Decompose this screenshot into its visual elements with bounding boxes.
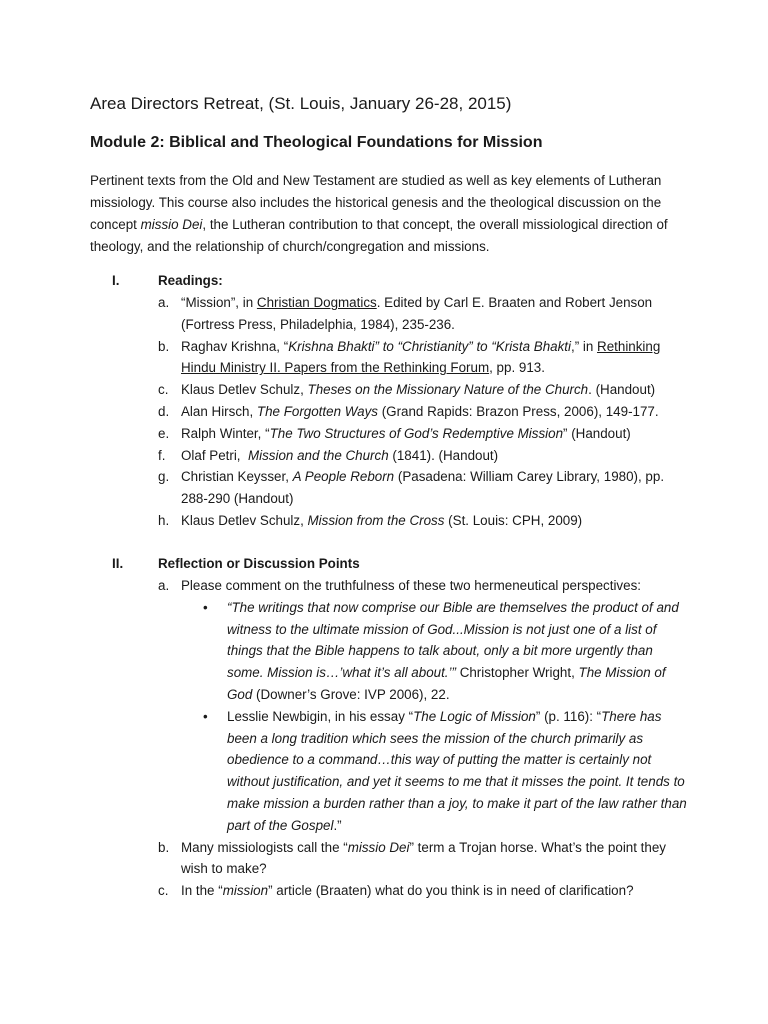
- item-letter: c.: [158, 883, 169, 899]
- work-title: Mission from the Cross: [307, 512, 445, 528]
- item-letter: a.: [158, 578, 170, 593]
- reading-item: [90, 466, 690, 510]
- item-text: In the “: [181, 883, 223, 899]
- item-letter: d.: [158, 403, 170, 419]
- item-text: ,” in: [570, 338, 598, 354]
- quote-reference: (Downer’s Grove: IVP 2006), 22.: [252, 686, 450, 702]
- item-text: . (Handout): [588, 382, 656, 398]
- item-text: Christian Keysser,: [181, 469, 293, 485]
- reading-item: [90, 401, 690, 423]
- essay-title: The Logic of Mission: [413, 708, 536, 724]
- module-heading: Module 2: Biblical and Theological Foundations for Mission: [90, 134, 543, 151]
- book-title: The Mission of God: [227, 665, 666, 702]
- item-letter: e.: [158, 425, 170, 441]
- work-title: A People Reborn: [292, 469, 395, 485]
- item-text: Raghav Krishna, “: [181, 338, 289, 354]
- reading-item: [90, 336, 690, 380]
- discussion-heading: [90, 553, 690, 575]
- discussion-item: [90, 575, 690, 597]
- article-title: Krishna Bhakti” to “Christianity” to “Krista Bhakti: [288, 338, 571, 354]
- quote-list: [90, 597, 690, 837]
- intro-paragraph: [90, 170, 690, 258]
- item-text: Klaus Detlev Schulz,: [181, 382, 308, 398]
- discussion-item: [90, 837, 690, 881]
- item-text: (Grand Rapids: Brazon Press, 2006), 149-177.: [377, 403, 659, 419]
- quote-text: There has been a long tradition which sees the mission of the church primarily as obedience to a command…this way of putting the matter is certainly not without justification, and yet it seems to me that it misses the point. It tends to make mission a burden rather than a joy, to make it part of the law rather than part of the Gospel: [227, 708, 687, 833]
- readings-heading: [90, 270, 690, 292]
- item-text: , pp. 913.: [489, 360, 545, 376]
- bullet-icon: •: [203, 708, 208, 724]
- work-title: Mission and the Church: [247, 447, 389, 463]
- work-title: The Two Structures of God’s Redemptive Mission: [269, 425, 564, 441]
- item-text: Please comment on the truthfulness of these two hermeneutical perspectives:: [181, 578, 641, 593]
- quote-close: .”: [333, 817, 342, 833]
- quote-bullet: [90, 597, 690, 706]
- item-text: Alan Hirsch,: [181, 403, 257, 419]
- item-letter: g.: [158, 469, 170, 485]
- section-title: Reflection or Discussion Points: [158, 556, 360, 571]
- reading-item: [90, 510, 690, 532]
- intro-text-2: , the Lutheran contribution to that concept, the overall missiological direction of theology, and the relationship of church/congregation and missions.: [90, 217, 668, 254]
- item-letter: h.: [158, 512, 170, 528]
- quote-page: ” (p. 116): “: [535, 708, 602, 724]
- item-letter: f.: [158, 447, 166, 463]
- section-numeral: II.: [112, 556, 124, 571]
- quote-bullet: [90, 706, 690, 837]
- quote-author: Christopher Wright,: [455, 665, 579, 681]
- item-letter: a.: [158, 295, 170, 310]
- bullet-icon: •: [203, 599, 208, 615]
- reading-item: [90, 292, 690, 336]
- item-text: . Edited by Carl E. Braaten and Robert Jenson (Fortress Press, Philadelphia, 1984), 235-236.: [181, 295, 653, 332]
- item-text: Klaus Detlev Schulz,: [181, 512, 308, 528]
- work-title: Theses on the Missionary Nature of the Church: [307, 382, 589, 398]
- item-text: Many missiologists call the “: [181, 839, 348, 855]
- intro-emphasis: missio Dei: [140, 217, 203, 232]
- quote-text: “The writings that now comprise our Bible are themselves the product of and witness to the ultimate mission of God...Mission is not just one of a list of things that the Bible happens to talk about, only a bit more urgently than some. Mission is…’what it’s all about.’”: [227, 599, 679, 681]
- item-text: (St. Louis: CPH, 2009): [444, 512, 583, 528]
- item-letter: b.: [158, 839, 170, 855]
- item-text: “Mission”, in: [181, 295, 257, 310]
- item-text: Ralph Winter, “: [181, 425, 270, 441]
- item-text: ” (Handout): [563, 425, 631, 441]
- section-title: Readings:: [158, 273, 223, 288]
- intro-text-1: Pertinent texts from the Old and New Testament are studied as well as key elements of Lutheran missiology. This course also includes the historical genesis and the theological discussion on the concept: [90, 173, 662, 232]
- reading-item: [90, 379, 690, 401]
- item-text: Olaf Petri,: [181, 447, 248, 463]
- quote-intro: Lesslie Newbigin, in his essay “: [227, 708, 414, 724]
- reading-item: [90, 445, 690, 467]
- item-text: (Pasadena: William Carey Library, 1980), pp. 288-290 (Handout): [181, 469, 665, 507]
- item-letter: c.: [158, 382, 169, 398]
- item-text: ” term a Trojan horse. What’s the point they wish to make?: [181, 839, 666, 877]
- book-title: Rethinking Hindu Ministry II. Papers from the Rethinking Forum: [181, 338, 661, 376]
- item-text: (1841). (Handout): [388, 447, 499, 463]
- discussion-item: [90, 880, 690, 902]
- reading-item: [90, 423, 690, 445]
- term: mission: [222, 883, 269, 899]
- item-text: ” article (Braaten) what do you think is in need of clarification?: [268, 883, 634, 899]
- item-letter: b.: [158, 338, 170, 354]
- discussion-section: [90, 553, 690, 902]
- readings-section: [90, 270, 690, 532]
- retreat-title: Area Directors Retreat, (St. Louis, January 26-28, 2015): [90, 94, 512, 113]
- section-numeral: I.: [112, 273, 120, 288]
- work-title: The Forgotten Ways: [256, 403, 378, 419]
- book-title: Christian Dogmatics: [256, 295, 377, 310]
- term: missio Dei: [347, 839, 410, 855]
